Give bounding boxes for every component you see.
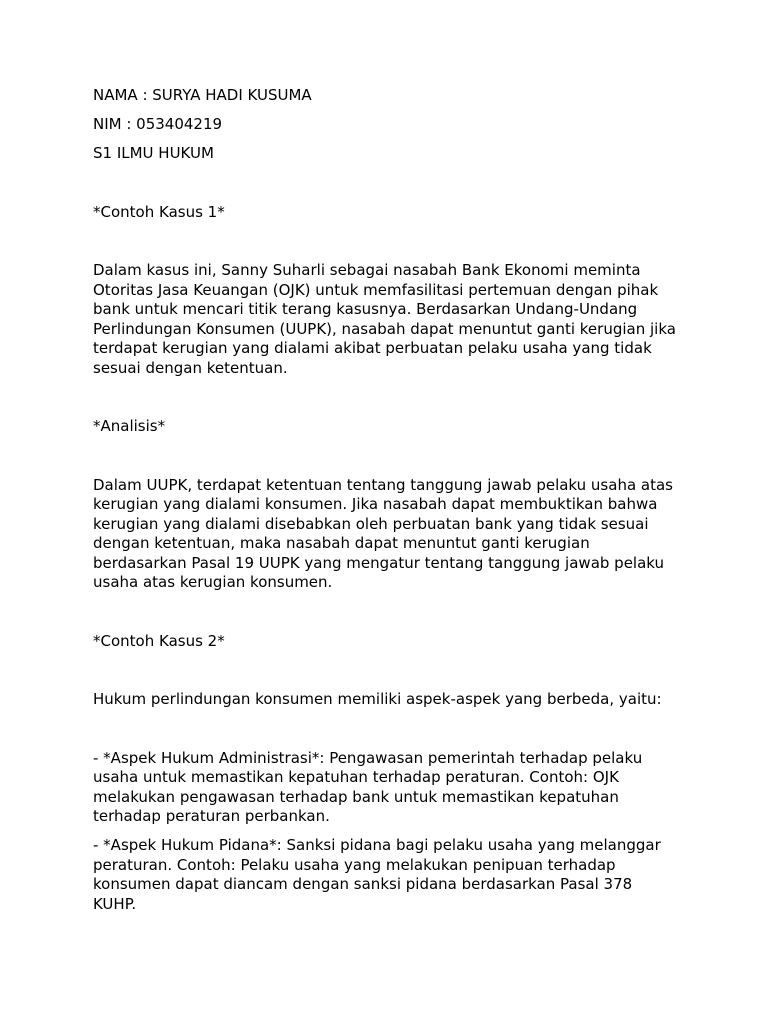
case2-intro: Hukum perlindungan konsumen memiliki aspek-aspek yang berbeda, yaitu: — [93, 690, 662, 708]
student-name: NAMA : SURYA HADI KUSUMA — [93, 86, 312, 104]
analysis-title: *Analisis* — [93, 417, 166, 435]
aspect-administration: - *Aspek Hukum Administrasi*: Pengawasan pemerintah terhadap pelaku usaha untuk memastikan kepatuhan terhadap peraturan. Contoh: OJK melakukan pengawasan terhadap bank untuk memastikan kepatuhan terhadap peraturan perbankan. — [93, 748, 643, 825]
aspect-criminal: - *Aspek Hukum Pidana*: Sanksi pidana bagi pelaku usaha yang melanggar peraturan. Contoh: Pelaku usaha yang melakukan penipuan terhadap konsumen dapat diancam dengan sanksi pidana berdasarkan Pasal 378 KUHP. — [93, 836, 661, 913]
document-page — [93, 86, 678, 914]
student-nim: NIM : 053404219 — [93, 115, 223, 133]
analysis-body: Dalam UUPK, terdapat ketentuan tentang tanggung jawab pelaku usaha atas kerugian yang dialami konsumen. Jika nasabah dapat membuktikan bahwa kerugian yang dialami disebabkan oleh perbuatan bank yang tidak sesuai dengan ketentuan, maka nasabah dapat menuntut ganti kerugian berdasarkan Pasal 19 UUPK yang mengatur tentang tanggung jawab pelaku usaha atas kerugian konsumen. — [93, 475, 673, 591]
study-program: S1 ILMU HUKUM — [93, 144, 214, 162]
case1-body: Dalam kasus ini, Sanny Suharli sebagai nasabah Bank Ekonomi meminta Otoritas Jasa Keuangan (OJK) untuk memfasilitasi pertemuan dengan pihak bank untuk mencari titik terang kasusnya. Berdasarkan Undang-Undang Perlindungan Konsumen (UUPK), nasabah dapat menuntut ganti kerugian jika terdapat kerugian yang dialami akibat perbuatan pelaku usaha yang tidak sesuai dengan ketentuan. — [93, 261, 676, 377]
case2-title: *Contoh Kasus 2* — [93, 631, 225, 650]
case1-title: *Contoh Kasus 1* — [93, 202, 225, 221]
